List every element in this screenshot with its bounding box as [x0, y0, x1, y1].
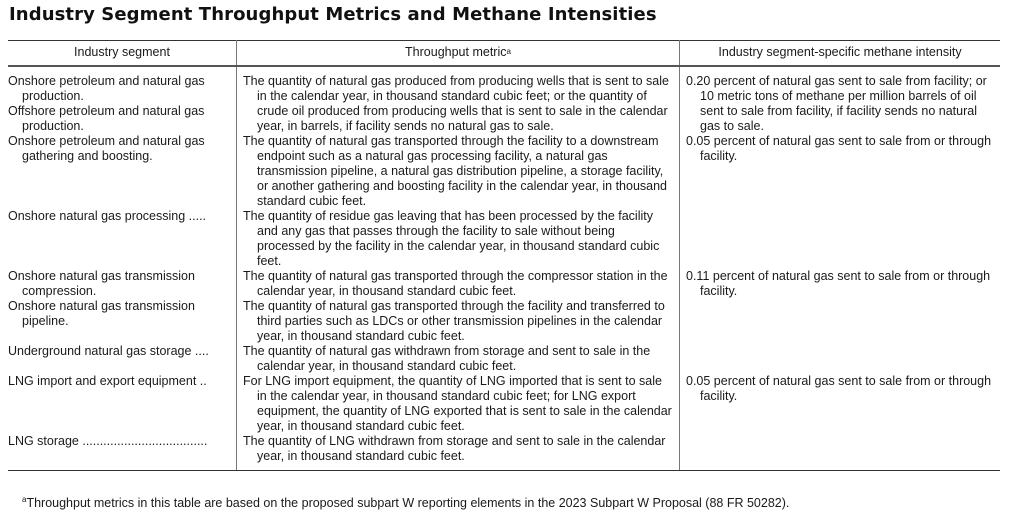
intensity-cell: 0.05 percent of natural gas sent to sale from or through facility. [686, 374, 992, 403]
metric-cell: The quantity of LNG withdrawn from storage and sent to sale in the calendar year, in thousand standard cubic feet. [237, 434, 680, 471]
segment-cell: LNG import and export equipment .. [8, 374, 237, 434]
table-row [8, 344, 1000, 374]
segment-cell: Onshore natural gas transmission pipeline. [8, 299, 237, 344]
intensity-cell: 0.11 percent of natural gas sent to sale from or through facility. [686, 269, 991, 298]
header-industry-segment: Industry segment [8, 41, 237, 67]
metric-cell: The quantity of natural gas transported through the compressor station in the calendar year, in thousand standard cubic feet. [237, 269, 680, 299]
footnote-marker: a [506, 47, 511, 56]
footnote-marker: a [22, 495, 27, 504]
segment-cell: Onshore natural gas transmission compression. [8, 269, 237, 299]
table-footnote: $^a$Throughput metrics in this table are based on the proposed subpart W reporting elements in the 2023 Subpart W Proposal (88 FR 50282). [22, 495, 790, 510]
table-row [8, 66, 1000, 134]
segment-cell: LNG storage .................................... [8, 434, 237, 471]
intensity-cell [680, 209, 1001, 269]
table-header-row [8, 41, 1000, 67]
table-row [8, 434, 1000, 471]
metric-cell: The quantity of residue gas leaving that has been processed by the facility and any gas that passes through the facility to sale without being processed by the facility in the calendar year, in thousand standard cubic feet. [237, 209, 680, 269]
intensity-cell: 0.20 percent of natural gas sent to sale from facility; or 10 metric tons of methane per million barrels of oil sent to sale from facility, if facility sends no natural gas to sale. [686, 74, 987, 133]
header-methane-intensity: Industry segment-specific methane intensity [680, 41, 1001, 67]
table-row [8, 299, 1000, 344]
table-row [8, 374, 1000, 434]
intensity-cell [680, 434, 1001, 471]
table-row [8, 269, 1000, 299]
segment-cell: Onshore natural gas processing ..... [8, 209, 237, 269]
metric-cell: The quantity of natural gas withdrawn from storage and sent to sale in the calendar year, in thousand standard cubic feet. [237, 344, 680, 374]
metric-cell: The quantity of natural gas transported through the facility and transferred to third parties such as LDCs or other transmission pipelines in the calendar year, in thousand standard cubic feet. [237, 299, 680, 344]
segment-cell: Underground natural gas storage .... [8, 344, 237, 374]
metric-cell: The quantity of natural gas transported through the facility to a downstream endpoint such as a natural gas processing facility, a natural gas transmission pipeline, a natural gas distribution pipeline, a storage facility, or another gathering and boosting facility in the calendar year, in thousand standard cubic feet. [237, 134, 680, 209]
intensity-cell [680, 299, 1001, 344]
intensity-cell [680, 344, 1001, 374]
header-throughput-metric: Throughput metric$^a$ [237, 41, 680, 67]
metric-cell: The quantity of natural gas produced from producing wells that is sent to sale in the calendar year, in thousand standard cubic feet; or the quantity of crude oil produced from producing wells that is sent to sale in the calendar year, in barrels, if facility sends no natural gas to sale. [237, 66, 680, 134]
intensity-cell: 0.05 percent of natural gas sent to sale from or through facility. [686, 134, 992, 163]
throughput-table [8, 40, 1000, 471]
table-row [8, 134, 1000, 209]
segment-cell: Onshore petroleum and natural gas production. Offshore petroleum and natural gas production. [8, 66, 237, 134]
segment-cell: Onshore petroleum and natural gas gathering and boosting. [8, 134, 237, 209]
metric-cell: For LNG import equipment, the quantity of LNG imported that is sent to sale in the calendar year, in thousand standard cubic feet; for LNG export equipment, the quantity of LNG exported that is sent to sale in the calendar year, in thousand standard cubic feet. [237, 374, 680, 434]
page-title: Industry Segment Throughput Metrics and Methane Intensities [9, 4, 657, 25]
table-row [8, 209, 1000, 269]
